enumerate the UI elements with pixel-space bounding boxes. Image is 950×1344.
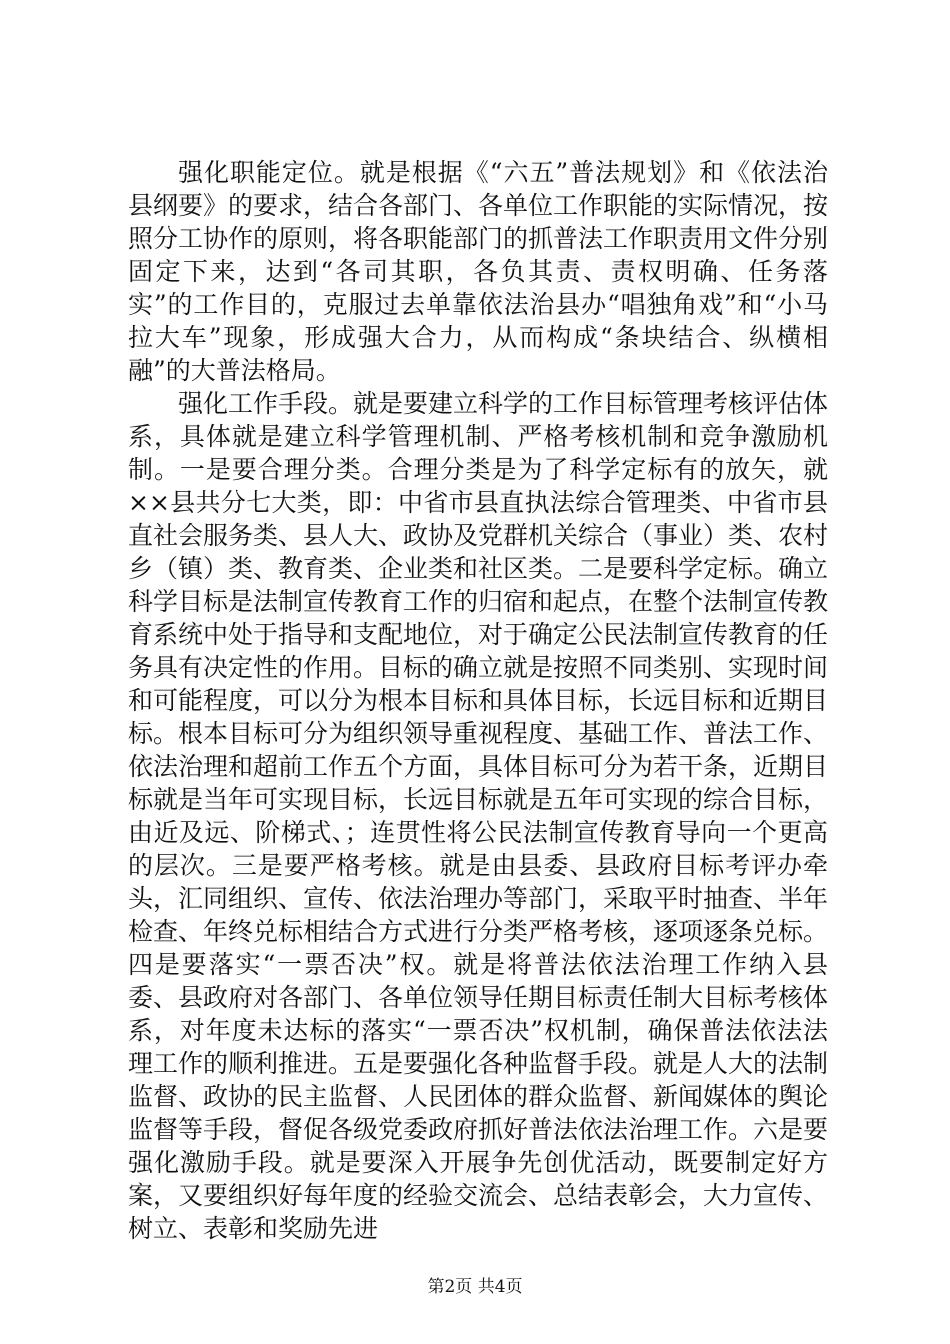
document-body	[128, 156, 828, 1245]
page-number-footer: 第2页 共4页	[427, 1277, 523, 1297]
paragraph-job-positioning: 强化职能定位。就是根据《“六五”普法规划》和《依法治县纲要》的要求，结合各部门、各单位工作职能的实际情况，按照分工协作的原则，将各职能部门的抓普法工作职责用文件分别固定下来，达到“各司其职，各负其责、责权明确、任务落实”的工作目的，克服过去单靠依法治县办“唱独角戏”和“小马拉大车”现象，形成强大合力，从而构成“条块结合、纵横相融”的大普法格局。	[128, 158, 829, 385]
paragraph-work-methods: 强化工作手段。就是要建立科学的工作目标管理考核评估体系，具体就是建立科学管理机制、严格考核机制和竞争激励机制。一是要合理分类。合理分类是为了科学定标有的放矢，就××县共分七大类，即：中省市县直执法综合管理类、中省市县直社会服务类、县人大、政协及党群机关综合（事业）类、农村乡（镇）类、教育类、企业类和社区类。二是要科学定标。确立科学目标是法制宣传教育工作的归宿和起点，在整个法制宣传教育系统中处于指导和支配地位，对于确定公民法制宣传教育的任务具有决定性的作用。目标的确立就是按照不同类别、实现时间和可能程度，可以分为根本目标和具体目标，长远目标和近期目标。根本目标可分为组织领导重视程度、基础工作、普法工作、依法治理和超前工作五个方面，具体目标可分为若干条，近期目标就是当年可实现目标，长远目标就是五年可实现的综合目标，由近及远、阶梯式、；连贯性将公民法制宣传教育导向一个更高的层次。三是要严格考核。就是由县委、县政府目标考评办牵头，汇同组织、宣传、依法治理办等部门，采取平时抽查、半年检查、年终兑标相结合方式进行分类严格考核，逐项逐条兑标。四是要落实“一票否决”权。就是将普法依法治理工作纳入县委、县政府对各部门、各单位领导任期目标责任制大目标考核体系，对年度未达标的落实“一票否决”权机制，确保普法依法法理工作的顺利推进。五是要强化各种监督手段。就是人大的法制监督、政协的民主监督、人民团体的群众监督、新闻媒体的舆论监督等手段，督促各级党委政府抓好普法依法治理工作。六是要强化激励手段。就是要深入开展争先创优活动，既要制定好方案，又要组织好每年度的经验交流会、总结表彰会，大力宣传、树立、表彰和奖励先进	[128, 389, 829, 1243]
